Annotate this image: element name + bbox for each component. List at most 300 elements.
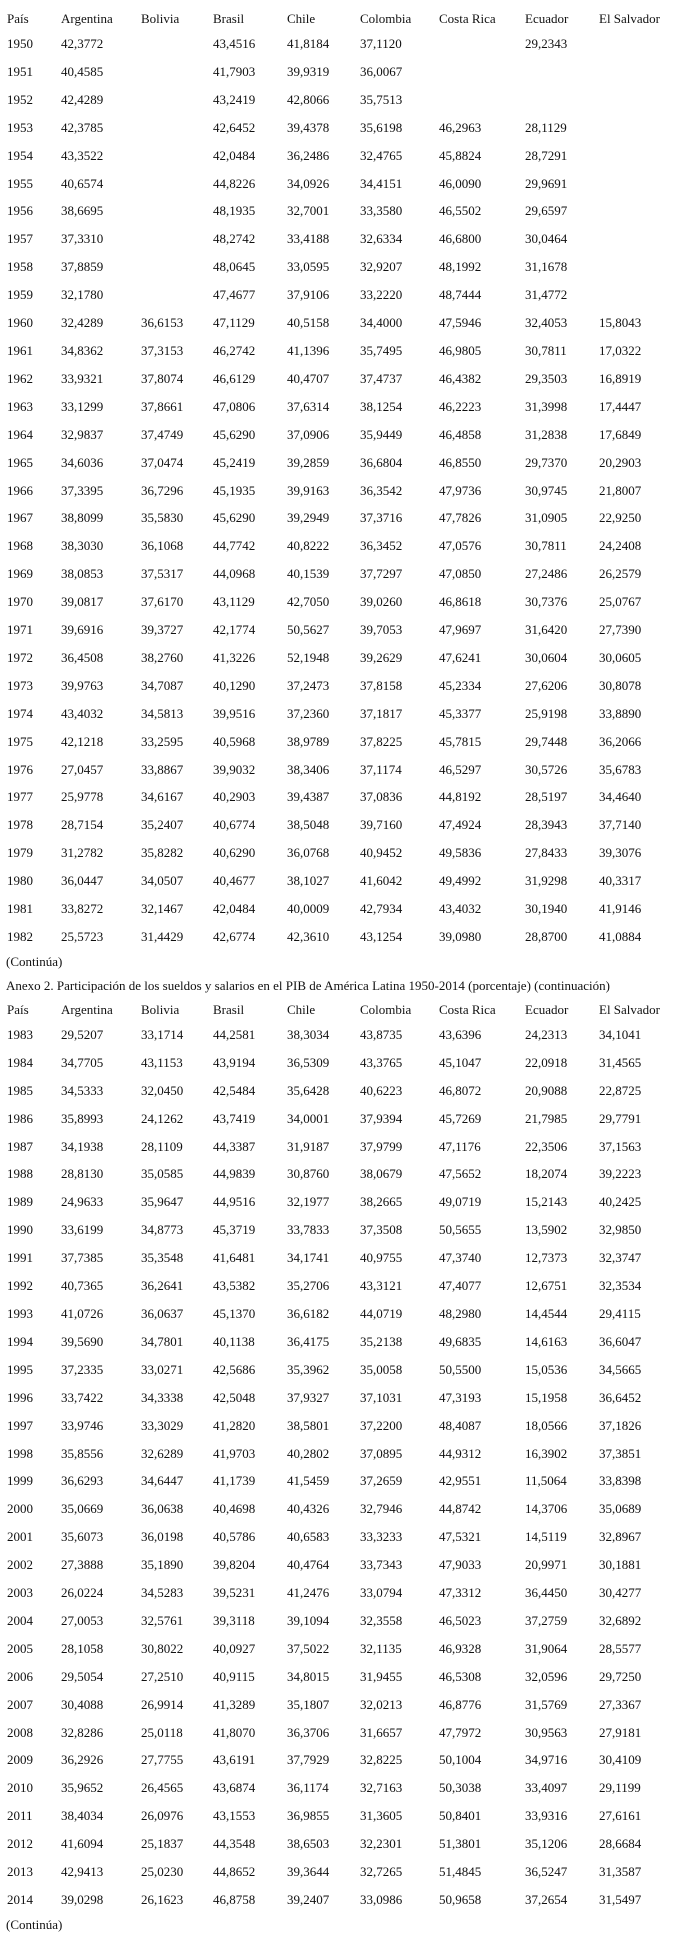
value-cell: 33,1714	[141, 1026, 184, 1042]
year-cell: 1979	[7, 845, 33, 861]
table-row	[6, 867, 674, 895]
table-row	[6, 1886, 674, 1914]
table-row	[6, 225, 674, 253]
value-cell: 43,4516	[213, 36, 256, 51]
value-cell: 37,0895	[360, 1445, 403, 1461]
value-cell: 36,9855	[287, 1808, 330, 1824]
value-cell: 40,0009	[287, 901, 330, 917]
value-cell: 50,8401	[439, 1808, 482, 1824]
value-cell: 45,1047	[439, 1054, 482, 1070]
value-cell: 42,7934	[360, 901, 403, 917]
value-cell: 36,4450	[525, 1585, 568, 1601]
value-cell: 49,5836	[439, 845, 482, 861]
value-cell: 33,6199	[61, 1222, 104, 1238]
value-cell: 39,3644	[287, 1864, 330, 1880]
value-cell: 32,1977	[287, 1194, 330, 1210]
value-cell: 36,0198	[141, 1529, 184, 1545]
value-cell: 30,7376	[525, 594, 568, 610]
table-row	[6, 616, 674, 644]
value-cell: 40,6223	[360, 1082, 403, 1098]
value-cell: 39,7160	[360, 817, 403, 833]
value-cell: 15,0536	[525, 1361, 568, 1377]
value-cell: 37,8225	[360, 733, 403, 749]
value-cell: 18,2074	[525, 1166, 568, 1182]
table-row	[6, 1858, 674, 1886]
value-cell	[438, 58, 524, 86]
value-cell: 31,3605	[360, 1808, 403, 1824]
value-cell: 25,5723	[61, 929, 104, 944]
value-cell: 36,2486	[287, 147, 330, 163]
value-cell: 46,8618	[439, 594, 482, 610]
table-row	[6, 1412, 674, 1440]
value-cell: 48,1935	[213, 203, 256, 219]
value-cell: 33,7343	[360, 1557, 403, 1573]
year-cell: 2002	[7, 1557, 33, 1573]
value-cell: 24,2313	[525, 1026, 568, 1042]
value-cell: 33,7422	[61, 1389, 104, 1405]
table-row	[6, 1328, 674, 1356]
value-cell	[524, 86, 598, 114]
value-cell: 35,3962	[287, 1361, 330, 1377]
value-cell: 36,3452	[360, 538, 403, 554]
value-cell	[598, 170, 674, 198]
value-cell	[140, 58, 212, 86]
value-cell: 18,0566	[525, 1417, 568, 1433]
value-cell: 41,0884	[599, 929, 642, 944]
value-cell: 31,6420	[525, 622, 568, 638]
year-cell: 1991	[7, 1250, 33, 1266]
value-cell: 43,9194	[213, 1054, 256, 1070]
value-cell: 36,1068	[141, 538, 184, 554]
value-cell: 17,4447	[599, 398, 642, 414]
value-cell: 40,1539	[287, 566, 330, 582]
value-cell: 34,4640	[599, 789, 642, 805]
year-cell: 2001	[7, 1529, 33, 1545]
year-cell: 1978	[7, 817, 33, 833]
value-cell: 35,6198	[360, 119, 403, 135]
value-cell	[140, 114, 212, 142]
value-cell: 32,7163	[360, 1780, 403, 1796]
column-header: Ecuador	[525, 11, 569, 26]
value-cell: 14,3706	[525, 1501, 568, 1517]
year-cell: 1951	[7, 63, 33, 79]
value-cell: 16,3902	[525, 1445, 568, 1461]
value-cell: 42,3610	[287, 929, 330, 944]
value-cell: 37,6314	[287, 398, 330, 414]
value-cell: 37,9106	[287, 287, 330, 303]
value-cell: 40,2903	[213, 789, 256, 805]
value-cell: 44,8192	[439, 789, 482, 805]
year-cell: 2014	[7, 1892, 33, 1907]
value-cell: 25,1837	[141, 1836, 184, 1852]
value-cell: 28,8700	[525, 929, 568, 944]
value-cell: 32,6334	[360, 231, 403, 247]
value-cell: 47,3312	[439, 1585, 482, 1601]
value-cell: 31,6657	[360, 1724, 403, 1740]
value-cell: 26,0976	[141, 1808, 184, 1824]
table-row	[6, 197, 674, 225]
value-cell: 30,1940	[525, 901, 568, 917]
value-cell	[524, 58, 598, 86]
value-cell: 25,0118	[141, 1724, 183, 1740]
year-cell: 1965	[7, 454, 33, 470]
value-cell: 22,9250	[599, 510, 642, 526]
value-cell: 38,5801	[287, 1417, 330, 1433]
value-cell	[140, 225, 212, 253]
column-header: El Salvador	[599, 11, 661, 26]
value-cell: 37,1563	[599, 1138, 642, 1154]
continues-note: (Continúa)	[6, 953, 63, 969]
value-cell: 37,7385	[61, 1250, 104, 1266]
value-cell: 45,7269	[439, 1110, 482, 1126]
value-cell: 37,7929	[287, 1752, 330, 1768]
value-cell: 43,7419	[213, 1110, 256, 1126]
value-cell: 47,4677	[213, 287, 256, 303]
value-cell: 36,6804	[360, 454, 403, 470]
value-cell: 33,3233	[360, 1529, 403, 1545]
value-cell: 35,8556	[61, 1445, 104, 1461]
value-cell: 31,0905	[525, 510, 568, 526]
value-cell: 32,4053	[525, 315, 568, 331]
value-cell: 12,6751	[525, 1278, 568, 1294]
value-cell: 37,0474	[141, 454, 184, 470]
value-cell: 34,4151	[360, 175, 403, 191]
table-row	[6, 253, 674, 281]
value-cell: 36,0447	[61, 873, 104, 889]
year-cell: 1972	[7, 649, 33, 665]
table-row	[6, 1607, 674, 1635]
value-cell: 34,7087	[141, 677, 184, 693]
value-cell: 44,0968	[213, 566, 256, 582]
value-cell: 35,8993	[61, 1110, 104, 1126]
value-cell: 38,5048	[287, 817, 330, 833]
value-cell: 25,9778	[61, 789, 104, 805]
value-cell: 40,9755	[360, 1250, 403, 1266]
value-cell: 43,1129	[213, 594, 255, 610]
value-cell: 22,3506	[525, 1138, 568, 1154]
value-cell: 47,4077	[439, 1278, 482, 1294]
value-cell: 37,2360	[287, 705, 330, 721]
year-cell: 2006	[7, 1668, 33, 1684]
table-header-row	[6, 8, 674, 30]
table-row	[6, 1021, 674, 1049]
value-cell	[140, 281, 212, 309]
value-cell: 26,9914	[141, 1696, 184, 1712]
value-cell: 39,5690	[61, 1333, 104, 1349]
year-cell: 1956	[7, 203, 33, 219]
value-cell: 32,8967	[599, 1529, 642, 1545]
table-row	[6, 644, 674, 672]
value-cell: 33,9316	[525, 1808, 568, 1824]
value-cell: 27,3888	[61, 1557, 104, 1573]
value-cell: 16,8919	[599, 370, 642, 386]
value-cell: 42,5048	[213, 1389, 256, 1405]
value-cell: 43,1153	[141, 1054, 183, 1070]
value-cell: 11,5064	[525, 1473, 567, 1489]
value-cell: 47,9033	[439, 1557, 482, 1573]
value-cell: 40,3317	[599, 873, 642, 889]
value-cell: 49,6835	[439, 1333, 482, 1349]
value-cell: 40,4326	[287, 1501, 330, 1517]
value-cell: 36,6452	[599, 1389, 642, 1405]
value-cell: 32,2301	[360, 1836, 403, 1852]
value-cell: 40,6583	[287, 1529, 330, 1545]
table-row	[6, 532, 674, 560]
value-cell: 37,1120	[360, 36, 402, 51]
value-cell: 42,5686	[213, 1361, 256, 1377]
value-cell: 38,3030	[61, 538, 104, 554]
value-cell: 30,4088	[61, 1696, 104, 1712]
value-cell: 33,8890	[599, 705, 642, 721]
value-cell: 41,7903	[213, 63, 256, 79]
value-cell: 38,2760	[141, 649, 184, 665]
value-cell: 48,7444	[439, 287, 482, 303]
year-cell: 1999	[7, 1473, 33, 1489]
table-row	[6, 1719, 674, 1747]
value-cell: 33,3580	[360, 203, 403, 219]
value-cell: 29,7791	[599, 1110, 642, 1126]
value-cell: 39,4387	[287, 789, 330, 805]
value-cell: 40,9115	[213, 1668, 255, 1684]
value-cell: 40,5786	[213, 1529, 256, 1545]
year-cell: 1967	[7, 510, 33, 526]
value-cell: 46,2742	[213, 342, 256, 358]
value-cell: 32,3558	[360, 1612, 403, 1628]
year-cell: 1975	[7, 733, 33, 749]
value-cell: 37,3310	[61, 231, 104, 247]
value-cell: 47,5946	[439, 315, 482, 331]
value-cell: 41,6481	[213, 1250, 256, 1266]
table-row	[6, 1635, 674, 1663]
value-cell: 29,6597	[525, 203, 568, 219]
value-cell: 31,4772	[525, 287, 568, 303]
value-cell: 32,7946	[360, 1501, 403, 1517]
value-cell: 45,1935	[213, 482, 256, 498]
value-cell: 34,5665	[599, 1361, 642, 1377]
table-row	[6, 1272, 674, 1300]
year-cell: 1982	[7, 929, 33, 944]
value-cell: 36,0768	[287, 845, 330, 861]
value-cell: 37,1826	[599, 1417, 642, 1433]
value-cell: 31,4565	[599, 1054, 642, 1070]
value-cell: 29,5207	[61, 1026, 104, 1042]
value-cell: 44,8226	[213, 175, 256, 191]
value-cell: 35,2138	[360, 1333, 403, 1349]
value-cell: 40,6290	[213, 845, 256, 861]
value-cell: 27,3367	[599, 1696, 642, 1712]
value-cell: 27,2486	[525, 566, 568, 582]
year-cell: 1995	[7, 1361, 33, 1377]
value-cell: 50,5627	[287, 622, 330, 638]
value-cell: 27,0457	[61, 761, 104, 777]
value-cell: 47,6241	[439, 649, 482, 665]
value-cell: 34,4000	[360, 315, 403, 331]
value-cell: 38,8099	[61, 510, 104, 526]
table-row	[6, 58, 674, 86]
value-cell: 50,3038	[439, 1780, 482, 1796]
value-cell: 32,0213	[360, 1696, 403, 1712]
value-cell: 13,5902	[525, 1222, 568, 1238]
table-row	[6, 170, 674, 198]
value-cell: 48,2742	[213, 231, 256, 247]
value-cell: 22,8725	[599, 1082, 642, 1098]
value-cell: 26,0224	[61, 1585, 104, 1601]
value-cell: 46,2963	[439, 119, 482, 135]
value-cell: 30,4109	[599, 1752, 642, 1768]
value-cell: 30,8760	[287, 1166, 330, 1182]
table-row	[6, 895, 674, 923]
value-cell: 46,5297	[439, 761, 482, 777]
value-cell: 37,1031	[360, 1389, 403, 1405]
value-cell: 38,1254	[360, 398, 403, 414]
value-cell: 27,0053	[61, 1612, 104, 1628]
value-cell: 36,0638	[141, 1501, 184, 1517]
value-cell: 47,3740	[439, 1250, 482, 1266]
value-cell: 36,0067	[360, 63, 403, 79]
value-cell: 34,1938	[61, 1138, 104, 1154]
year-cell: 1980	[7, 873, 33, 889]
value-cell: 45,7815	[439, 733, 482, 749]
value-cell: 39,3076	[599, 845, 642, 861]
year-cell: 1960	[7, 315, 33, 331]
value-cell: 44,3387	[213, 1138, 256, 1154]
value-cell: 34,0926	[287, 175, 330, 191]
value-cell: 37,9799	[360, 1138, 403, 1154]
value-cell: 37,1174	[360, 761, 402, 777]
value-cell: 29,9691	[525, 175, 568, 191]
value-cell: 37,8074	[141, 370, 184, 386]
value-cell	[438, 30, 524, 58]
value-cell: 37,6170	[141, 594, 184, 610]
value-cell: 40,9452	[360, 845, 403, 861]
value-cell: 50,5500	[439, 1361, 482, 1377]
value-cell: 33,0794	[360, 1585, 403, 1601]
value-cell: 14,4544	[525, 1305, 568, 1321]
value-cell: 50,5655	[439, 1222, 482, 1238]
value-cell: 42,8066	[287, 91, 330, 107]
year-cell: 2010	[7, 1780, 33, 1796]
table-row	[6, 1216, 674, 1244]
value-cell: 35,1890	[141, 1557, 184, 1573]
value-cell: 46,8072	[439, 1082, 482, 1098]
value-cell: 41,0726	[61, 1305, 104, 1321]
value-cell: 40,2802	[287, 1445, 330, 1461]
value-cell: 34,7801	[141, 1333, 184, 1349]
value-cell: 28,3943	[525, 817, 568, 833]
value-cell: 40,6774	[213, 817, 256, 833]
table-row	[6, 30, 674, 58]
year-cell: 2011	[7, 1808, 33, 1824]
value-cell: 46,4858	[439, 426, 482, 442]
value-cell: 40,1290	[213, 677, 256, 693]
value-cell: 33,7833	[287, 1222, 330, 1238]
value-cell: 33,2595	[141, 733, 184, 749]
year-cell: 1996	[7, 1389, 33, 1405]
value-cell: 25,9198	[525, 705, 568, 721]
value-cell: 45,3377	[439, 705, 482, 721]
wage-share-table-part-2	[6, 999, 674, 1914]
value-cell: 32,3534	[599, 1278, 642, 1294]
column-header: Costa Rica	[439, 1001, 496, 1017]
value-cell: 47,7972	[439, 1724, 482, 1740]
value-cell: 27,6161	[599, 1808, 642, 1824]
value-cell: 34,8362	[61, 342, 104, 358]
value-cell: 39,9319	[287, 63, 330, 79]
column-header: El Salvador	[599, 1001, 661, 1017]
value-cell: 40,8222	[287, 538, 330, 554]
value-cell: 39,0980	[439, 929, 482, 944]
table-row	[6, 1244, 674, 1272]
value-cell: 47,7826	[439, 510, 482, 526]
value-cell: 35,6073	[61, 1529, 104, 1545]
value-cell: 33,9321	[61, 370, 104, 386]
value-cell: 31,9298	[525, 873, 568, 889]
table-row	[6, 1133, 674, 1161]
value-cell: 38,6503	[287, 1836, 330, 1852]
year-cell: 1976	[7, 761, 33, 777]
value-cell: 37,0906	[287, 426, 330, 442]
value-cell: 46,9328	[439, 1640, 482, 1656]
value-cell: 37,2335	[61, 1361, 104, 1377]
value-cell: 42,6774	[213, 929, 256, 944]
value-cell: 37,4749	[141, 426, 184, 442]
value-cell: 35,9647	[141, 1194, 184, 1210]
column-header: Chile	[287, 11, 316, 26]
year-cell: 1955	[7, 175, 33, 191]
value-cell: 33,3029	[141, 1417, 184, 1433]
table-header-row	[6, 999, 674, 1021]
column-header: País	[7, 1001, 29, 1017]
table-row	[6, 421, 674, 449]
value-cell: 27,7755	[141, 1752, 184, 1768]
value-cell: 39,2407	[287, 1892, 330, 1907]
value-cell: 35,9449	[360, 426, 403, 442]
value-cell: 35,0058	[360, 1361, 403, 1377]
value-cell: 39,9763	[61, 677, 104, 693]
value-cell: 51,3801	[439, 1836, 482, 1852]
value-cell: 17,6849	[599, 426, 642, 442]
year-cell: 2013	[7, 1864, 33, 1880]
value-cell: 32,3747	[599, 1250, 642, 1266]
value-cell: 46,4382	[439, 370, 482, 386]
value-cell: 37,3395	[61, 482, 104, 498]
value-cell: 34,0001	[287, 1110, 330, 1126]
value-cell: 32,1467	[141, 901, 184, 917]
value-cell	[140, 142, 212, 170]
value-cell: 47,3193	[439, 1389, 482, 1405]
value-cell	[598, 30, 674, 58]
value-cell: 51,4845	[439, 1864, 482, 1880]
value-cell: 35,1206	[525, 1836, 568, 1852]
year-cell: 1981	[7, 901, 33, 917]
value-cell: 47,0850	[439, 566, 482, 582]
value-cell: 49,0719	[439, 1194, 482, 1210]
value-cell: 42,6452	[213, 119, 256, 135]
year-cell: 1986	[7, 1110, 33, 1126]
value-cell: 35,6783	[599, 761, 642, 777]
table-row	[6, 1300, 674, 1328]
value-cell: 43,8735	[360, 1026, 403, 1042]
value-cell: 28,5197	[525, 789, 568, 805]
table-row	[6, 86, 674, 114]
value-cell: 42,1774	[213, 622, 256, 638]
value-cell: 42,4289	[61, 91, 104, 107]
value-cell: 43,6396	[439, 1026, 482, 1042]
value-cell: 15,2143	[525, 1194, 568, 1210]
value-cell: 42,0484	[213, 147, 256, 163]
value-cell: 29,5054	[61, 1668, 104, 1684]
value-cell: 34,5333	[61, 1082, 104, 1098]
